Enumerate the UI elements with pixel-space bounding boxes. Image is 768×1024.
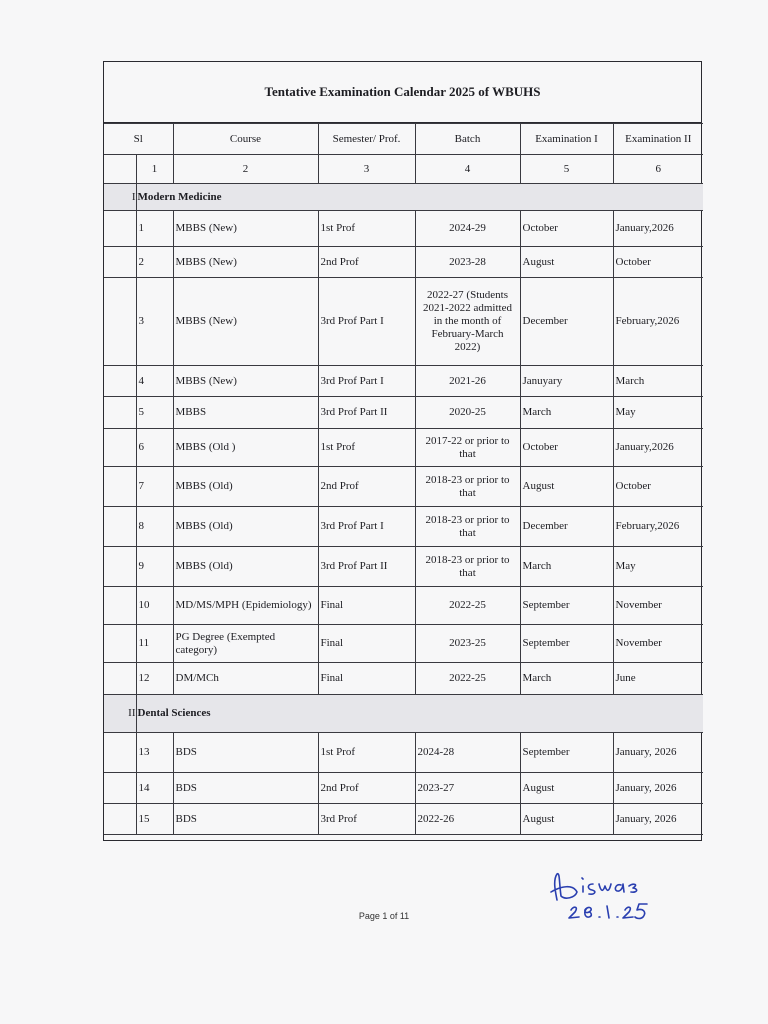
section-row (104, 184, 703, 211)
header-batch: Batch (415, 124, 520, 155)
table-row (104, 247, 703, 278)
header-semester: Semester/ Prof. (318, 124, 415, 155)
blank (104, 625, 136, 663)
sl-cell: 15 (136, 804, 173, 835)
exam2-cell: February,2026 (613, 507, 703, 547)
exam1-cell: August (520, 773, 613, 804)
table-row (104, 507, 703, 547)
batch-cell: 2022-25 (415, 587, 520, 625)
batch-cell: 2022-27 (Students 2021-2022 admitted in the month of February-March 2022) (415, 278, 520, 366)
course-cell: MBBS (New) (173, 211, 318, 247)
sl-cell: 14 (136, 773, 173, 804)
section-name: Modern Medicine (136, 184, 703, 211)
semester-cell: 1st Prof (318, 429, 415, 467)
blank (104, 804, 136, 835)
document-title: Tentative Examination Calendar 2025 of WBUHS (104, 62, 701, 123)
semester-cell: Final (318, 625, 415, 663)
exam2-cell: May (613, 547, 703, 587)
table-row (104, 211, 703, 247)
semester-cell: 3rd Prof Part I (318, 278, 415, 366)
blank (104, 507, 136, 547)
table-row (104, 587, 703, 625)
table-row (104, 663, 703, 695)
blank (104, 429, 136, 467)
blank (104, 547, 136, 587)
blank (104, 467, 136, 507)
semester-cell: 3rd Prof (318, 804, 415, 835)
batch-cell: 2018-23 or prior to that (415, 547, 520, 587)
exam2-cell: January,2026 (613, 429, 703, 467)
exam1-cell: August (520, 804, 613, 835)
sl-cell: 9 (136, 547, 173, 587)
semester-cell: Final (318, 587, 415, 625)
course-cell: MBBS (173, 397, 318, 429)
semester-cell: 3rd Prof Part I (318, 507, 415, 547)
column-number: 5 (520, 155, 613, 184)
exam1-cell: March (520, 663, 613, 695)
table-row (104, 773, 703, 804)
blank (104, 663, 136, 695)
section-numeral: I (104, 184, 136, 211)
table-row (104, 547, 703, 587)
section-row (104, 695, 703, 733)
exam2-cell: February,2026 (613, 278, 703, 366)
exam-calendar-table (104, 123, 703, 835)
exam2-cell: October (613, 247, 703, 278)
batch-cell: 2017-22 or prior to that (415, 429, 520, 467)
header-exam2: Examination II (613, 124, 703, 155)
exam1-cell: September (520, 625, 613, 663)
course-cell: BDS (173, 804, 318, 835)
course-cell: MD/MS/MPH (Epidemiology) (173, 587, 318, 625)
exam2-cell: October (613, 467, 703, 507)
course-cell: MBBS (Old) (173, 467, 318, 507)
blank (104, 366, 136, 397)
semester-cell: 3rd Prof Part II (318, 397, 415, 429)
table-row (104, 366, 703, 397)
exam1-cell: September (520, 733, 613, 773)
exam2-cell: March (613, 366, 703, 397)
semester-cell: 2nd Prof (318, 467, 415, 507)
exam2-cell: January,2026 (613, 211, 703, 247)
batch-cell: 2020-25 (415, 397, 520, 429)
blank (104, 733, 136, 773)
course-cell: MBBS (Old ) (173, 429, 318, 467)
column-number-row (104, 155, 703, 184)
batch-cell: 2023-28 (415, 247, 520, 278)
header-exam1: Examination I (520, 124, 613, 155)
exam2-cell: January, 2026 (613, 804, 703, 835)
course-cell: MBBS (New) (173, 278, 318, 366)
sl-cell: 8 (136, 507, 173, 547)
sl-cell: 5 (136, 397, 173, 429)
semester-cell: 3rd Prof Part I (318, 366, 415, 397)
blank (104, 773, 136, 804)
semester-cell: 2nd Prof (318, 773, 415, 804)
exam1-cell: March (520, 397, 613, 429)
table-row (104, 467, 703, 507)
page-footer: Page 1 of 11 (358, 911, 410, 921)
header-sl: Sl (104, 124, 173, 155)
table-row (104, 278, 703, 366)
semester-cell: Final (318, 663, 415, 695)
section-numeral: II (104, 695, 136, 733)
blank (104, 211, 136, 247)
sl-cell: 4 (136, 366, 173, 397)
course-cell: DM/MCh (173, 663, 318, 695)
exam2-cell: November (613, 587, 703, 625)
blank (104, 278, 136, 366)
section-name: Dental Sciences (136, 695, 703, 733)
exam2-cell: November (613, 625, 703, 663)
blank (104, 587, 136, 625)
sl-cell: 13 (136, 733, 173, 773)
table-row (104, 733, 703, 773)
batch-cell: 2024-28 (415, 733, 520, 773)
document-page (103, 61, 702, 841)
exam1-cell: August (520, 247, 613, 278)
sl-cell: 12 (136, 663, 173, 695)
column-number: 2 (173, 155, 318, 184)
exam2-cell: June (613, 663, 703, 695)
course-cell: MBBS (Old) (173, 547, 318, 587)
sl-cell: 7 (136, 467, 173, 507)
exam1-cell: Januyary (520, 366, 613, 397)
semester-cell: 1st Prof (318, 733, 415, 773)
batch-cell: 2022-26 (415, 804, 520, 835)
column-number: 1 (136, 155, 173, 184)
exam1-cell: September (520, 587, 613, 625)
sl-cell: 3 (136, 278, 173, 366)
blank (104, 247, 136, 278)
sl-cell: 11 (136, 625, 173, 663)
exam1-cell: March (520, 547, 613, 587)
column-number: 4 (415, 155, 520, 184)
blank (104, 397, 136, 429)
batch-cell: 2018-23 or prior to that (415, 467, 520, 507)
exam1-cell: October (520, 429, 613, 467)
exam1-cell: October (520, 211, 613, 247)
sl-cell: 1 (136, 211, 173, 247)
exam1-cell: December (520, 507, 613, 547)
header-row (104, 124, 703, 155)
sl-cell: 2 (136, 247, 173, 278)
batch-cell: 2023-27 (415, 773, 520, 804)
column-number: 6 (613, 155, 703, 184)
exam2-cell: January, 2026 (613, 733, 703, 773)
sl-cell: 6 (136, 429, 173, 467)
course-cell: MBBS (New) (173, 366, 318, 397)
column-number: 3 (318, 155, 415, 184)
batch-cell: 2021-26 (415, 366, 520, 397)
table-row (104, 625, 703, 663)
header-course: Course (173, 124, 318, 155)
course-cell: MBBS (Old) (173, 507, 318, 547)
exam2-cell: January, 2026 (613, 773, 703, 804)
batch-cell: 2024-29 (415, 211, 520, 247)
semester-cell: 3rd Prof Part II (318, 547, 415, 587)
table-row (104, 397, 703, 429)
batch-cell: 2018-23 or prior to that (415, 507, 520, 547)
sl-cell: 10 (136, 587, 173, 625)
table-row (104, 429, 703, 467)
table-row (104, 804, 703, 835)
semester-cell: 2nd Prof (318, 247, 415, 278)
course-cell: PG Degree (Exempted category) (173, 625, 318, 663)
semester-cell: 1st Prof (318, 211, 415, 247)
course-cell: BDS (173, 773, 318, 804)
exam1-cell: August (520, 467, 613, 507)
exam1-cell: December (520, 278, 613, 366)
exam2-cell: May (613, 397, 703, 429)
course-cell: MBBS (New) (173, 247, 318, 278)
batch-cell: 2022-25 (415, 663, 520, 695)
course-cell: BDS (173, 733, 318, 773)
batch-cell: 2023-25 (415, 625, 520, 663)
